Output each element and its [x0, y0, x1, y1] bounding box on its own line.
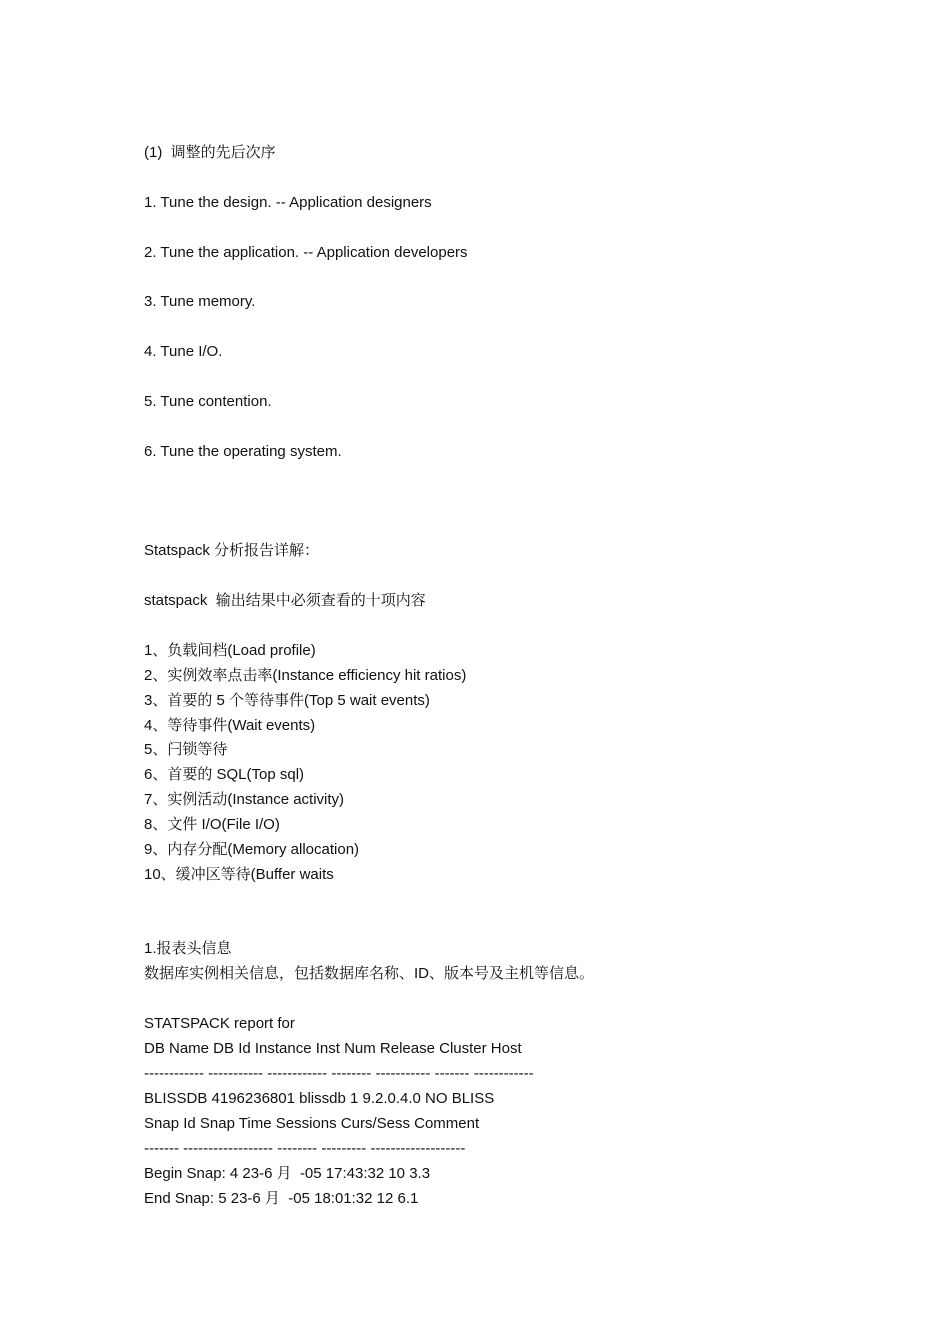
report-line: STATSPACK report for: [144, 1015, 295, 1032]
ten-item: 5、闩锁等待: [144, 741, 228, 758]
ten-item: 9、内存分配(Memory allocation): [144, 841, 360, 858]
order-step: 4. Tune I/O.: [144, 343, 223, 360]
ten-item: 2、实例效率点击率(Instance efficiency hit ratios): [144, 667, 467, 684]
order-step: 3. Tune memory.: [144, 293, 256, 310]
ten-item: 7、实例活动(Instance activity): [144, 791, 345, 808]
ten-item: 4、等待事件(Wait events): [144, 717, 316, 734]
section1-description: 数据库实例相关信息，包括数据库名称、ID、版本号及主机等信息。: [144, 965, 595, 982]
section1-heading: 1.报表头信息: [144, 940, 232, 957]
ten-item: 8、文件 I/O(File I/O): [144, 816, 280, 833]
ten-item: 10、缓冲区等待(Buffer waits: [144, 866, 334, 883]
report-line: Begin Snap: 4 23-6 月 -05 17:43:32 10 3.3: [144, 1165, 431, 1182]
report-separator: ------------ ----------- ------------ -------- ----------- ------- ------------: [144, 1065, 534, 1082]
report-line: DB Name DB Id Instance Inst Num Release Cluster Host: [144, 1040, 522, 1057]
order-step: 2. Tune the application. -- Application developers: [144, 244, 468, 261]
report-line: End Snap: 5 23-6 月 -05 18:01:32 12 6.1: [144, 1190, 419, 1207]
order-step: 5. Tune contention.: [144, 393, 272, 410]
report-separator: ------- ------------------ -------- --------- -------------------: [144, 1140, 466, 1157]
order-heading: (1) 调整的先后次序: [144, 144, 276, 161]
statspack-intro: statspack 输出结果中必须查看的十项内容: [144, 592, 426, 609]
ten-item: 6、首要的 SQL(Top sql): [144, 766, 305, 783]
order-step: 6. Tune the operating system.: [144, 443, 342, 460]
ten-item: 1、负载间档(Load profile): [144, 642, 316, 659]
statspack-title: Statspack 分析报告详解：: [144, 542, 320, 559]
order-step: 1. Tune the design. -- Application designers: [144, 194, 432, 211]
report-line: BLISSDB 4196236801 blissdb 1 9.2.0.4.0 NO BLISS: [144, 1090, 495, 1107]
ten-item: 3、首要的 5 个等待事件(Top 5 wait events): [144, 692, 430, 709]
report-line: Snap Id Snap Time Sessions Curs/Sess Comment: [144, 1115, 480, 1132]
